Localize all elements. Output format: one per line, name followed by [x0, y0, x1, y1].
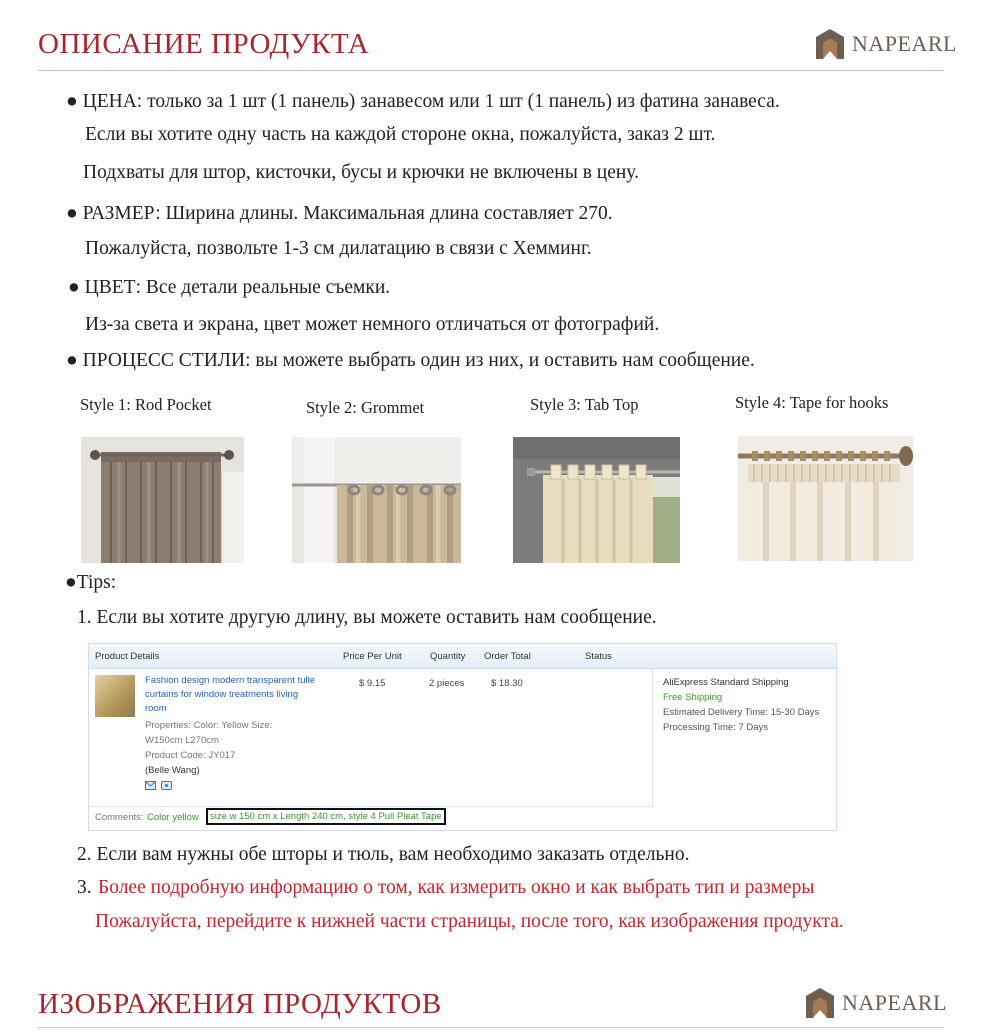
section-divider-2 [38, 1027, 944, 1028]
style-4-label: Style 4: Tape for hooks [735, 393, 889, 412]
section-divider [38, 70, 944, 71]
price-line-3: Подхваты для штор, кисточки, бусы и крючки не включены в цену. [83, 162, 639, 183]
product-size: W150cm L270cm [145, 735, 219, 746]
col-price-per-unit: Price Per Unit [343, 651, 402, 662]
tip-3-line-2: Пожалуйста, перейдите к нижней части страницы, после того, как изображения продукта. [95, 911, 844, 932]
size-line-2: Пожалуйста, позвольте 1-3 см дилатацию в связи с Хемминг. [85, 238, 592, 259]
color-line-2: Из-за света и экрана, цвет может немного отличаться от фотографий. [85, 314, 660, 335]
product-title-line-1[interactable]: Fashion design modern transparent tulle [145, 675, 316, 686]
order-example-table [88, 643, 837, 831]
product-title-line-2[interactable]: curtains for window treatments living [145, 689, 299, 700]
col-order-total: Order Total [484, 651, 531, 662]
order-total: $ 18.30 [491, 678, 523, 689]
color-line-1: ● ЦВЕТ: Все детали реальные съемки. [68, 277, 391, 298]
quantity: 2 pieces [429, 678, 465, 689]
tip-2: 2. Если вам нужны обе шторы и тюль, вам необходимо заказать отдельно. [77, 844, 690, 865]
price-line-2: Если вы хотите одну часть на каждой стороне окна, пожалуйста, заказ 2 шт. [85, 124, 716, 145]
brand-logo-text: NAPEARL [852, 31, 957, 56]
contact-icons [145, 781, 172, 791]
delivery-time: Estimated Delivery Time: 15-30 Days [663, 707, 820, 718]
col-product-details: Product Details [95, 651, 160, 662]
comments-color: Color yellow [147, 812, 199, 823]
section-title-description: ОПИСАНИЕ ПРОДУКТА [38, 28, 370, 60]
product-code: Product Code: JY017 [145, 750, 236, 761]
unit-price: $ 9.15 [359, 678, 386, 689]
style-2-grommet-photo [292, 437, 461, 563]
style-4-tape-hooks-photo [738, 436, 913, 561]
napearl-logo-icon [814, 27, 846, 61]
tip-3-line-1: Более подробную информацию о том, как измерить окно и как выбрать тип и размеры [98, 877, 815, 898]
comments-highlight: size w 150 cm x Length 240 cm, style 4 Pull Pleat Tape [206, 808, 446, 825]
col-quantity: Quantity [430, 651, 466, 662]
style-3-label: Style 3: Tab Top [530, 395, 639, 414]
seller-name[interactable]: (Belle Wang) [145, 765, 200, 776]
brand-logo-text: NAPEARL [842, 990, 947, 1015]
message-icon[interactable] [145, 781, 156, 791]
tips-title: ●Tips: [65, 572, 117, 593]
free-shipping: Free Shipping [663, 692, 723, 703]
product-title-line-3[interactable]: room [145, 703, 167, 714]
product-properties: Properties: Color: Yellow Size: [145, 720, 273, 731]
brand-logo [814, 27, 957, 61]
product-thumbnail[interactable] [95, 675, 135, 717]
napearl-logo-icon [804, 986, 836, 1020]
comments-label: Comments: [95, 812, 144, 823]
col-status: Status [585, 651, 612, 662]
processing-time: Processing Time: 7 Days [663, 722, 769, 733]
tip-1: 1. Если вы хотите другую длину, вы можете оставить нам сообщение. [77, 607, 657, 628]
order-table-header [89, 644, 836, 669]
shipping-method: AliExpress Standard Shipping [663, 677, 789, 688]
style-1-rod-pocket-photo [81, 437, 244, 563]
comments-divider [89, 806, 652, 807]
tip-3-number: 3. [77, 877, 92, 898]
brand-logo-2 [804, 986, 947, 1020]
status-divider [652, 668, 653, 808]
size-line-1: ● РАЗМЕР: Ширина длины. Максимальная длина составляет 270. [66, 203, 613, 224]
price-line-1: ● ЦЕНА: только за 1 шт (1 панель) занавесом или 1 шт (1 панель) из фатина занавеса. [66, 91, 780, 112]
section-title-product-images: ИЗОБРАЖЕНИЯ ПРОДУКТОВ [38, 988, 442, 1020]
process-line: ● ПРОЦЕСС СТИЛИ: вы можете выбрать один из них, и оставить нам сообщение. [66, 350, 755, 371]
style-3-tab-top-photo [513, 437, 680, 563]
style-2-label: Style 2: Grommet [306, 398, 425, 417]
chat-icon[interactable] [161, 781, 172, 791]
style-1-label: Style 1: Rod Pocket [80, 395, 212, 414]
